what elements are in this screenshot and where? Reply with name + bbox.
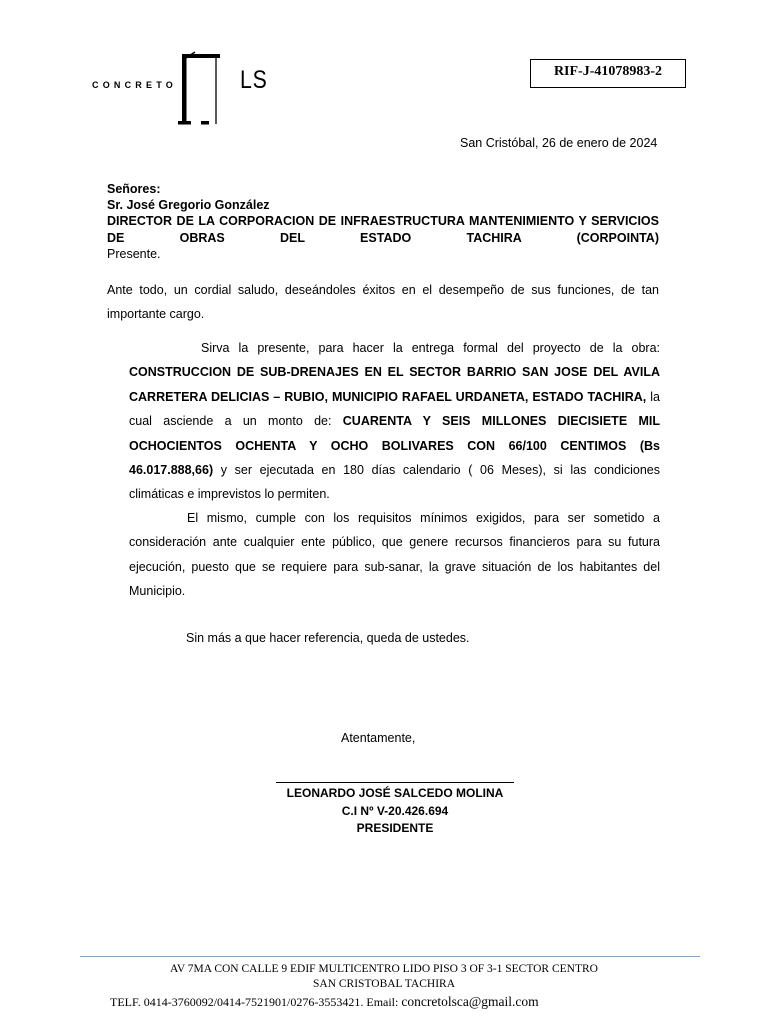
addressee-name: Sr. José Gregorio González bbox=[107, 198, 270, 213]
logo-wordmark: CONCRETO bbox=[92, 80, 177, 90]
project-paragraph bbox=[129, 336, 660, 507]
project-intro: Sirva la presente, para hacer la entrega formal del proyecto de la obra: bbox=[201, 341, 660, 355]
amount-intro: la cual asciende a un monto de: bbox=[129, 389, 660, 429]
greeting-paragraph: Ante todo, un cordial saludo, deseándoles éxitos en el desempeño de sus funciones, de tan importante cargo. bbox=[107, 283, 659, 321]
footer-phones: TELF. 0414-3760092/0414-7521901/0276-3553421. bbox=[110, 995, 364, 1009]
crane-logo-icon bbox=[178, 50, 228, 126]
letter-date: San Cristóbal, 26 de enero de 2024 bbox=[460, 136, 658, 150]
logo-letters: LS bbox=[240, 66, 268, 94]
signatory-block bbox=[276, 785, 514, 838]
project-name: CONSTRUCCION DE SUB-DRENAJES EN EL SECTOR BARRIO SAN JOSE DEL AVILA CARRETERA DELICIAS – RUBIO, MUNICIPIO RAFAEL URDANETA, ESTADO TACHIRA, bbox=[129, 365, 660, 404]
footer-address-1: AV 7MA CON CALLE 9 EDIF MULTICENTRO LIDO PISO 3 OF 3-1 SECTOR CENTRO bbox=[170, 963, 598, 975]
project-duration: y ser ejecutada en 180 días calendario ( 06 Meses), si las condiciones climáticas e imprevistos lo permiten. bbox=[129, 463, 660, 502]
addressee-title: DIRECTOR DE LA CORPORACION DE INFRAESTRUCTURA MANTENIMIENTO Y SERVICIOS DE OBRAS DEL ESTADO TACHIRA (CORPOINTA) bbox=[107, 214, 659, 245]
requirements-text: El mismo, cumple con los requisitos mínimos exigidos, para ser sometido a consideración ante cualquier ente público, que genere recursos financieros para su futura ejecución, puesto que se requiere para sub-sanar, la grave situación de los habitantes del Municipio. bbox=[129, 511, 660, 599]
closing-line: Sin más a que hacer referencia, queda de ustedes. bbox=[186, 631, 470, 645]
footer-email: concretolsca@gmail.com bbox=[401, 994, 539, 1009]
addressee-block bbox=[107, 181, 659, 262]
footer-divider bbox=[80, 956, 700, 957]
rif-box: RIF-J-41078983-2 bbox=[530, 59, 686, 88]
footer-contact bbox=[110, 993, 539, 1011]
signatory-name: LEONARDO JOSÉ SALCEDO MOLINA bbox=[286, 786, 504, 800]
presente: Presente. bbox=[107, 246, 161, 261]
footer-address-2: SAN CRISTOBAL TACHIRA bbox=[313, 978, 455, 990]
signatory-id: C.I Nº V-20.426.694 bbox=[341, 803, 449, 818]
signatory-role: PRESIDENTE bbox=[356, 821, 434, 835]
sign-off: Atentamente, bbox=[341, 731, 416, 745]
signature-line bbox=[276, 782, 514, 783]
requirements-paragraph bbox=[129, 506, 660, 604]
salutation: Señores: bbox=[107, 182, 161, 196]
footer-email-label: Email: bbox=[366, 995, 399, 1009]
project-amount: CUARENTA Y SEIS MILLONES DIECISIETE MIL OCHOCIENTOS OCHENTA Y OCHO BOLIVARES CON 66/100 CENTIMOS (Bs 46.017.888,66) bbox=[129, 414, 660, 478]
